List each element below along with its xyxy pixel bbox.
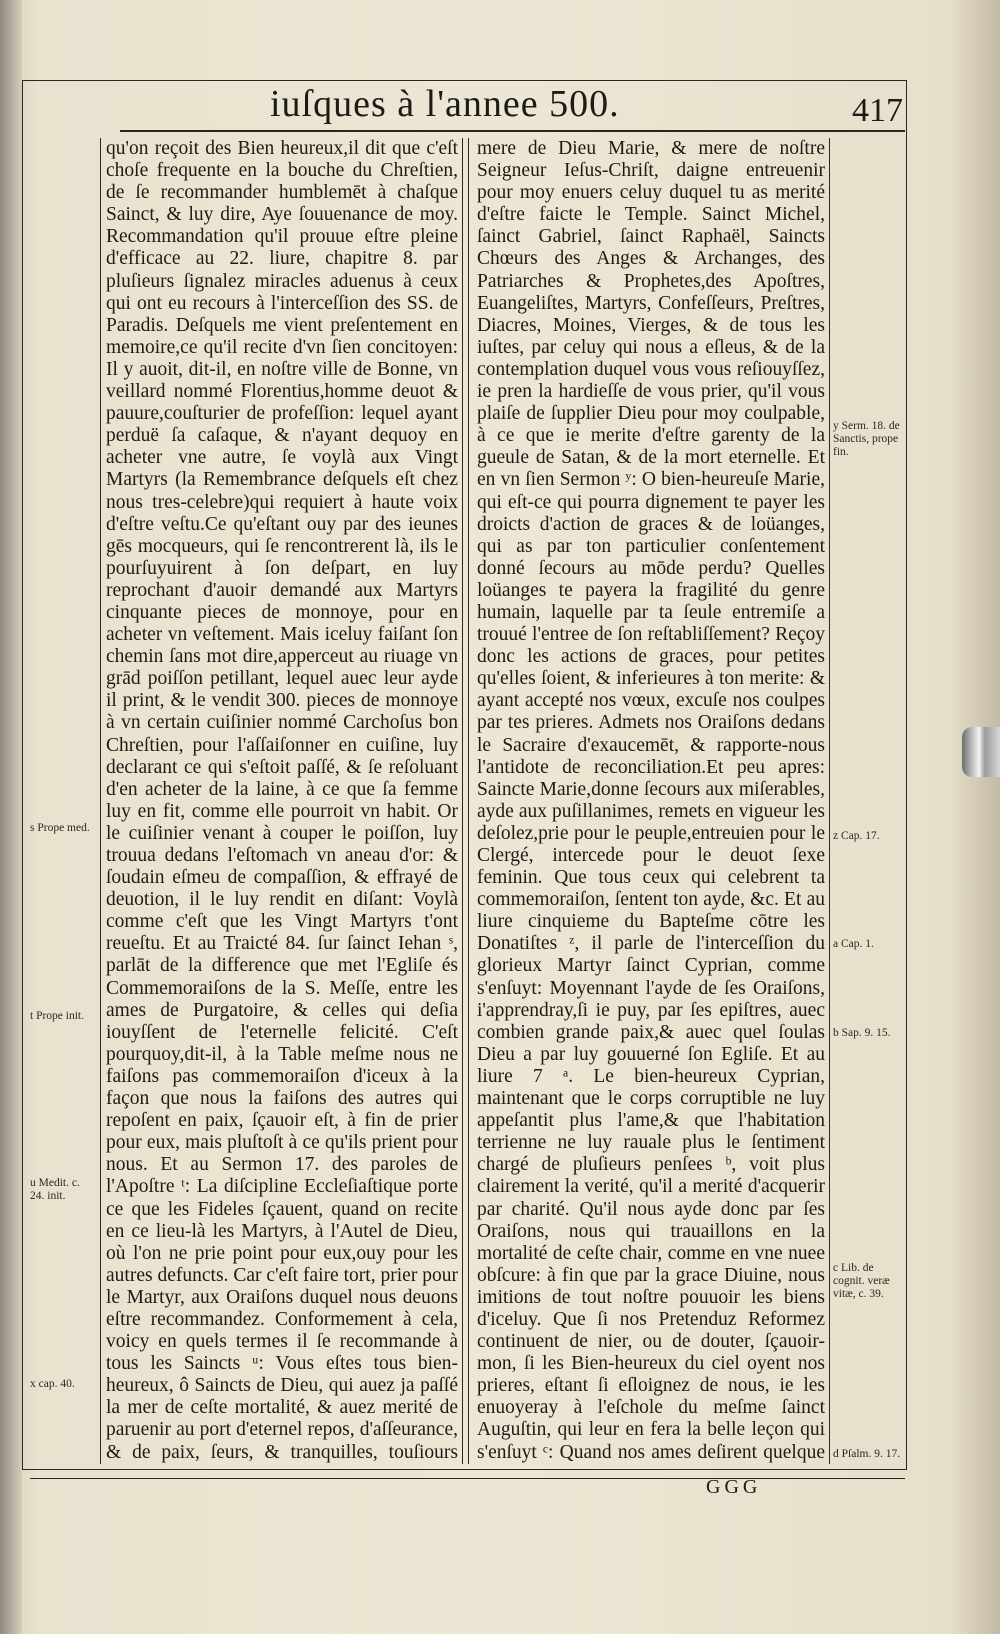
margin-note-x: x cap. 40. [30,1378,75,1390]
right-column-text: mere de Dieu Marie, & mere de noſtre Seigneur Ieſus-Chriſt, daigne entreuenir pour moy enuers celuy duquel tu as merité d'eſtre faicte le Temple. Sainct Michel, ſainct Gabriel, ſainct Raphaël, Saincts Chœurs des Anges & Archanges, des Patriarches & Prophetes,des Apoſtres, Euangeliſtes, Martyrs, Confeſſeurs, Preſtres, Diacres, Moines, Vierges, & de tous les iuſtes, par celuy qui nous a eſleus, & de la contemplation duquel vous vous reſiouyſſez, ie pren la hardieſſe de vous prier, qu'il vous plaiſe de ſupplier Dieu pour moy coulpable, à ce que ie merite d'eſtre garenty de la gueule de Satan, & de la mort eternelle. Et en vn ſien Sermon ʸ: O bien-heureuſe Marie, qui eſt-ce qui pourra dignement te payer les droicts d'action de graces & de loüanges, qui as par ton particulier conſentement donné ſecours au mōde perdu? Quelles loüanges te payera la fragilité du genre humain, laquelle par ta ſeule entremiſe a trouué l'entree de ſon reſtabliſſement? Reçoy donc les actions de graces, pour petites qu'elles ſoient, & inferieures à ton merite: & ayant accepté nos vœux, excuſe nos coulpes par tes prieres. Admets nos Oraiſons dedans le Sacraire d'exaucemēt, & rapporte-nous l'antidote de reconciliation.Et peu apres: Saincte Marie,donne ſecours aux miſerables, ayde aux puſillanimes, remets en vigueur les deſolez,prie pour le peuple,entreuien pour le Clergé, intercede pour le deuot ſexe feminin. Que tous ceux qui celebrent ta commemoraiſon, ſentent ton ayde, &c. Et au liure cinquieme du Bapteſme cōtre les Donatiſtes ᶻ, il parle de l'interceſſion du glorieux Martyr ſainct Cyprian, comme s'enſuyt: Moyennant l'ayde de ſes Oraiſons, i'apprendray,ſi ie puy, par ſes epiſtres, auec combien grande paix,& auec quel ſoulas Dieu a par luy gouuerné ſon Egliſe. Et au liure 7 ᵃ. Le bien-heureux Cyprian, maintenant que le corps corruptible ne luy appeſantit plus l'ame,& que l'habitation terrienne ne luy rauale plus le ſentiment chargé de pluſieurs penſees ᵇ, voit plus clairement la verité, qu'il a merité d'acquerir par charité. Qu'il nous ayde donc par ſes Oraiſons, nous qui trauaillons en la mortalité de ceſte chair, comme en vne nuee obſcure: à fin que par la grace Diuine, nous imitions de tout noſtre pouuoir les biens d'iceluy. Que ſi nos Pretenduz Reformez continuent de nier, ou de douter, ſçauoir-mon, ſi les Bien-heureux du ciel oyent nos prieres, eſtant ſi eſloignez de nous, ie les enuoyeray à l'eſchole du meſme ſainct Auguſtin, qui leur en fera la belle leçon qui s'enſuyt ᶜ: Quand nos ames deſirent quelque [477,138,825,1463]
page-number: 417 [852,92,903,129]
margin-note-u: u Medit. c. 24. init. [30,1177,80,1202]
header-rule [120,130,905,132]
binding-gutter [0,0,22,1634]
margin-note-t: t Prope init. [30,1010,84,1022]
bottom-rule [30,1478,905,1479]
margin-note-c: c Lib. de cognit. veræ vitæ, c. 39. [833,1262,890,1300]
signature-mark: GGG [706,1476,762,1498]
column-divider [468,138,469,1464]
margin-note-a: a Cap. 1. [833,938,874,950]
left-column-text: qu'on reçoit des Bien heureux,il dit que c'eſt choſe frequente en la bouche du Chreſtien, de ſe recommander humblemēt à chaſque Sainct, & luy dire, Aye ſouuenance de moy. Recommandation qu'il prouue eſtre pleine d'efficace au 22. liure, chapitre 8. par pluſieurs ſignalez miracles aduenus à ceux qui ont eu recours à l'interceſſion des SS. de Paradis. Deſquels me vient preſentement en memoire,ce qu'il recite d'vn ſien concitoyen: Il y auoit, dit-il, en noſtre ville de Bonne, vn veillard nommé Florentius,homme deuot & pauure,couſturier de profeſſion: lequel ayant perduë ſa caſaque, & n'ayant dequoy en acheter vne autre, ſe voylà aux Vingt Martyrs (la Remembrance deſquels eſt chez nous tres-celebre)qui requiert à haute voix d'eſtre veſtu.Ce qu'eſtant ouy par des ieunes gēs mocqueurs, qui ſe rencontrerent là, ils le pourſuyuirent à ſon deſpart, en luy reprochant d'auoir demandé aux Martyrs cinquante pieces de monnoye, pour en acheter vn veſtement. Mais iceluy faiſant ſon chemin ſans mot dire,apperceut au riuage vn grād poiſſon petillant, lequel auec leur ayde il print, & le vendit 300. pieces de monnoye à vn certain cuiſinier nommé Carchoſus bon Chreſtien, pour l'aſſaiſonner en cuiſine, luy declarant ce qui s'eſtoit paſſé, & ſe reſoluant d'en acheter de la laine, à ce que ſa femme luy en fit, comme elle pourroit vn habit. Or le cuiſinier venant à couper le poiſſon, luy trouua dedans l'eſtomach vn aneau d'or: & ſoudain eſmeu de compaſſion, & effrayé de deuotion, il le luy rendit en diſant: Voylà comme c'eſt que les Vingt Martyrs t'ont reueſtu. Et au Traicté 84. ſur ſainct Iehan ˢ, parlāt de la difference que met l'Egliſe és Commemoraiſons de la S. Meſſe, entre les ames de Purgatoire, & celles qui deſia iouyſſent de l'eternelle felicité. C'eſt pourquoy,dit-il, à la Table meſme nous ne faiſons pas commemoraiſon d'iceux à la façon que nous la faiſons des autres qui repoſent en paix, ſçauoir eſt, à fin de prier pour eux, mais pluſtoſt à ce qu'ils prient pour nous. Et au Sermon 17. des paroles de l'Apoſtre ᵗ: La diſcipline Eccleſiaſtique porte ce que les Fideles ſçauent, quand on recite en ce lieu-là les Martyrs, à l'Autel de Dieu, où l'on ne prie point pour eux,ouy pour les autres defuncts. Car c'eſt faire tort, prier pour le Martyr, aux Oraiſons duquel nous deuons eſtre recommandez. Conformement à cela, voicy en quels termes il ſe recommande à tous les Saincts ᵘ: Vous eſtes tous bien-heureux, ô Saincts de Dieu, qui auez ja paſſé la mer de ceſte mortalité, & auez merité de paruenir au port d'eternel repos, d'aſſeurance, & de paix, ſeurs, & tranquilles, touſiours [106,138,458,1463]
page-edge-shadow [950,0,1000,1634]
margin-note-s: s Prope med. [30,822,90,834]
running-head: iuſques à l'annee 500. [270,83,620,125]
left-column [100,138,463,1464]
page-clip [962,727,1000,777]
margin-note-d: d Pſalm. 9. 17. [833,1448,901,1460]
margin-note-z: z Cap. 17. [833,830,880,842]
margin-note-y: y Serm. 18. de Sanctis, prope fin. [833,420,900,458]
right-column [473,138,830,1464]
margin-note-b: b Sap. 9. 15. [833,1027,891,1039]
